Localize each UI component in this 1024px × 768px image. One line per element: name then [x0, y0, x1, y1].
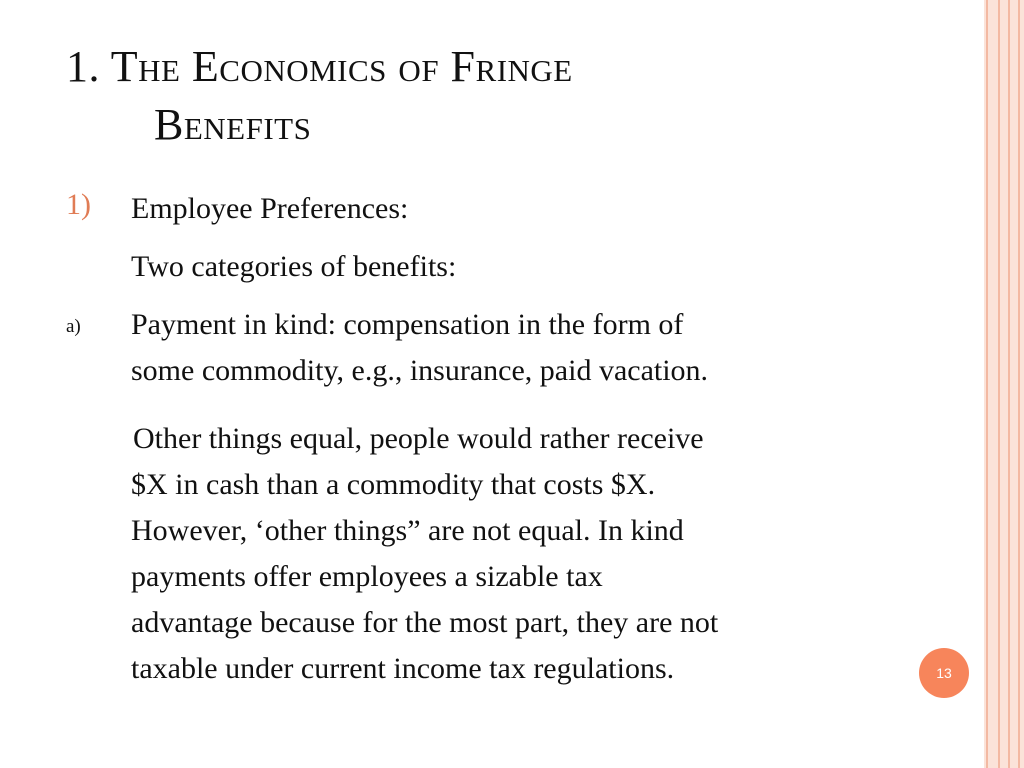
- title-line-2: Benefits: [154, 100, 312, 149]
- paragraph-line: payments offer employees a sizable tax: [131, 560, 603, 593]
- page-number: 13: [936, 665, 952, 681]
- list-item-text: Employee Preferences:: [131, 192, 409, 225]
- paragraph-line: However, ‘other things” are not equal. In kind: [131, 514, 684, 547]
- sub-list-line: some commodity, e.g., insurance, paid vacation.: [131, 354, 709, 387]
- border-stripe: [1008, 0, 1010, 768]
- border-stripe: [986, 0, 988, 768]
- paragraph-line: $X in cash than a commodity that costs $X.: [131, 468, 656, 501]
- body-paragraph: [131, 416, 931, 692]
- border-stripe: [998, 0, 1000, 768]
- slide-title: [66, 38, 866, 154]
- page-number-badge: [919, 648, 969, 698]
- list-item-text: Two categories of benefits:: [131, 250, 457, 283]
- title-line-1: 1. The Economics of Fringe: [66, 42, 573, 91]
- sub-list-line: Payment in kind: compensation in the form of: [131, 308, 684, 341]
- paragraph-line: taxable under current income tax regulations.: [131, 652, 675, 685]
- sub-list-marker: a): [66, 316, 81, 337]
- paragraph-line: advantage because for the most part, they are not: [131, 606, 719, 639]
- paragraph-line: Other things equal, people would rather receive: [133, 422, 704, 455]
- decorative-border: [984, 0, 1024, 768]
- list-marker: 1): [66, 188, 91, 221]
- border-stripe: [1018, 0, 1020, 768]
